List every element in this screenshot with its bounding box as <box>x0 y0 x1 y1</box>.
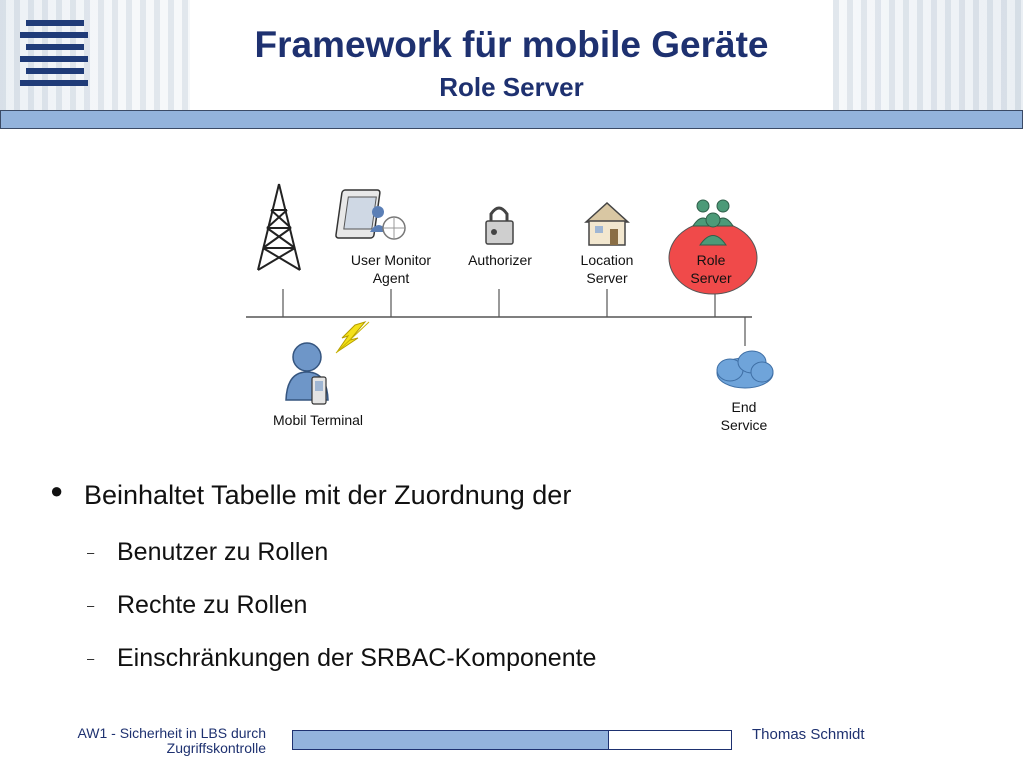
cloud-icon <box>717 351 773 388</box>
antenna-tower-icon <box>258 184 300 270</box>
node-label-location-server: Location Server <box>580 252 634 286</box>
slide-progress-fill <box>293 731 609 749</box>
node-label-user-monitor: User Monitor Agent <box>350 252 432 286</box>
slide-progress-bar <box>292 730 732 750</box>
bullet-dot: ● <box>50 478 64 503</box>
node-label-role-server: Role Server <box>690 252 732 286</box>
mobile-user-icon <box>286 343 328 404</box>
sub-bullet-dash: – <box>87 598 95 613</box>
node-label-mobil-terminal: Mobil Terminal <box>273 412 363 428</box>
page-subtitle: Role Server <box>439 72 584 102</box>
footer-author: Thomas Schmidt <box>752 726 865 743</box>
padlock-icon <box>486 208 513 244</box>
sub-bullet-1: Benutzer zu Rollen <box>117 538 329 566</box>
footer-course-title: AW1 - Sicherheit in LBS durch Zugriffskontrolle <box>77 725 266 756</box>
sub-bullet-3: Einschränkungen der SRBAC-Komponente <box>117 644 597 672</box>
user-monitor-icon <box>336 190 405 239</box>
node-label-end-service: End Service <box>720 399 768 433</box>
sub-bullet-dash: – <box>87 545 95 560</box>
page-title: Framework für mobile Geräte <box>254 24 769 65</box>
bullet-main: Beinhaltet Tabelle mit der Zuordnung der <box>84 480 572 510</box>
sub-bullet-2: Rechte zu Rollen <box>117 591 308 619</box>
house-icon <box>586 203 628 245</box>
node-label-authorizer: Authorizer <box>468 252 532 268</box>
sub-bullet-dash: – <box>87 651 95 666</box>
